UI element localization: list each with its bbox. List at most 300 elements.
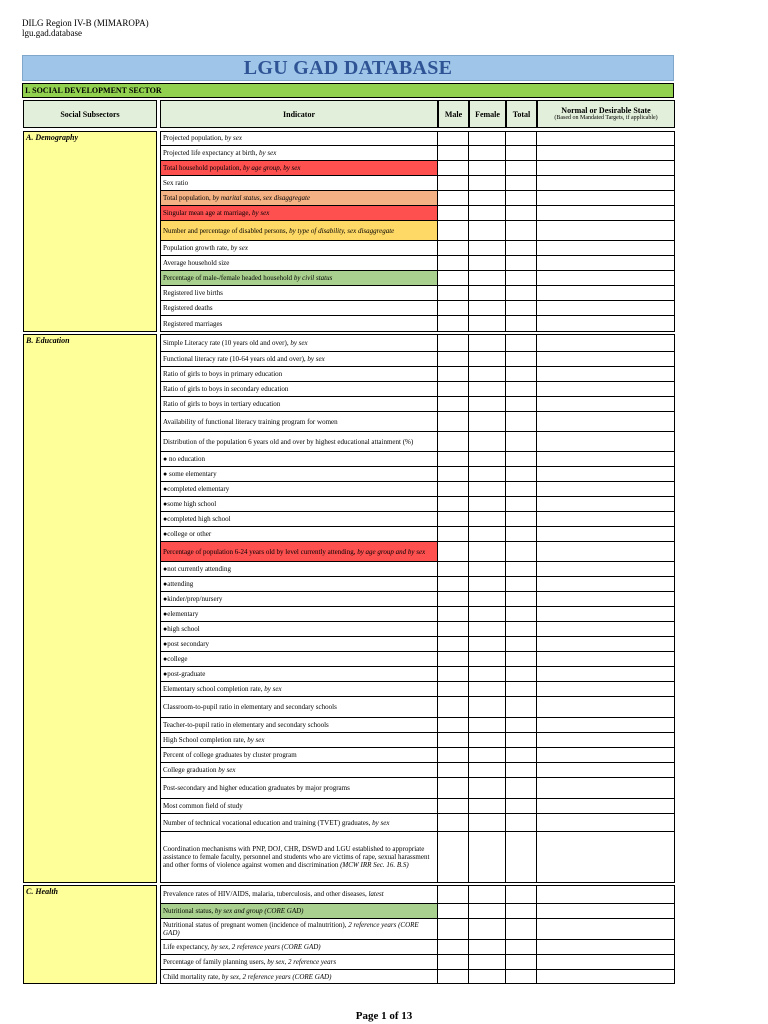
female-cell[interactable] [469, 562, 506, 576]
female-cell[interactable] [469, 718, 506, 732]
indicator-cell [160, 191, 438, 205]
male-cell[interactable] [438, 432, 469, 451]
table-row [160, 241, 675, 256]
normal-state-cell[interactable] [537, 191, 675, 205]
male-cell[interactable] [438, 467, 469, 481]
total-cell[interactable] [506, 577, 537, 591]
total-cell[interactable] [506, 146, 537, 160]
female-cell[interactable] [469, 256, 506, 270]
indicator-cell [160, 221, 438, 240]
normal-state-cell[interactable] [537, 718, 675, 732]
indicator-text: ●elementary [163, 610, 199, 618]
female-cell[interactable] [469, 763, 506, 777]
male-cell[interactable] [438, 607, 469, 621]
indicator-qualifier: (MCW IRR Sec. 16. B.S) [340, 861, 409, 869]
table-row [160, 778, 675, 799]
normal-state-cell[interactable] [537, 512, 675, 526]
male-cell[interactable] [438, 191, 469, 205]
female-cell[interactable] [469, 316, 506, 331]
total-cell[interactable] [506, 955, 537, 969]
normal-state-cell[interactable] [537, 778, 675, 798]
normal-state-cell[interactable] [537, 799, 675, 813]
female-cell[interactable] [469, 904, 506, 918]
col-header-normal-sublabel: (Based on Mandated Targets, if applicable) [554, 115, 658, 121]
indicator-cell [160, 432, 438, 451]
total-cell[interactable] [506, 334, 537, 351]
normal-state-cell[interactable] [537, 206, 675, 220]
table-row [160, 367, 675, 382]
total-cell[interactable] [506, 778, 537, 798]
total-cell[interactable] [506, 814, 537, 831]
male-cell[interactable] [438, 497, 469, 511]
indicator-cell [160, 527, 438, 541]
female-cell[interactable] [469, 577, 506, 591]
total-cell[interactable] [506, 482, 537, 496]
indicator-text: ●kinder/prep/nursery [163, 595, 223, 603]
col-header-male: Male [438, 100, 469, 128]
female-cell[interactable] [469, 512, 506, 526]
table-row [160, 412, 675, 432]
female-cell[interactable] [469, 432, 506, 451]
male-cell[interactable] [438, 955, 469, 969]
table-row [160, 697, 675, 718]
indicator-cell [160, 733, 438, 747]
total-cell[interactable] [506, 697, 537, 717]
male-cell[interactable] [438, 131, 469, 145]
table-row [160, 482, 675, 497]
female-cell[interactable] [469, 940, 506, 954]
table-row [160, 316, 675, 332]
normal-state-cell[interactable] [537, 527, 675, 541]
indicator-cell [160, 885, 438, 903]
indicator-qualifier: latest [368, 890, 384, 898]
total-cell[interactable] [506, 221, 537, 240]
total-cell[interactable] [506, 542, 537, 561]
male-cell[interactable] [438, 682, 469, 696]
total-cell[interactable] [506, 382, 537, 396]
total-cell[interactable] [506, 763, 537, 777]
total-cell[interactable] [506, 592, 537, 606]
male-cell[interactable] [438, 482, 469, 496]
normal-state-cell[interactable] [537, 286, 675, 300]
male-cell[interactable] [438, 919, 469, 939]
table-row [160, 512, 675, 527]
total-cell[interactable] [506, 562, 537, 576]
female-cell[interactable] [469, 667, 506, 681]
indicator-text: ●high school [163, 625, 200, 633]
total-cell[interactable] [506, 718, 537, 732]
indicator-text: Registered live births [163, 289, 223, 297]
male-cell[interactable] [438, 271, 469, 285]
table-row [160, 334, 675, 352]
male-cell[interactable] [438, 286, 469, 300]
female-cell[interactable] [469, 352, 506, 366]
table-row [160, 452, 675, 467]
male-cell[interactable] [438, 241, 469, 255]
indicator-cell [160, 161, 438, 175]
col-header-total: Total [506, 100, 537, 128]
indicator-cell [160, 452, 438, 466]
total-cell[interactable] [506, 452, 537, 466]
table-row [160, 146, 675, 161]
female-cell[interactable] [469, 832, 506, 882]
subsector-group [23, 885, 157, 984]
table-row [160, 542, 675, 562]
table-row [160, 763, 675, 778]
total-cell[interactable] [506, 682, 537, 696]
indicator-qualifier: by sex [218, 766, 236, 774]
female-cell[interactable] [469, 622, 506, 636]
normal-state-cell[interactable] [537, 482, 675, 496]
female-cell[interactable] [469, 191, 506, 205]
male-cell[interactable] [438, 562, 469, 576]
normal-state-cell[interactable] [537, 955, 675, 969]
male-cell[interactable] [438, 592, 469, 606]
total-cell[interactable] [506, 919, 537, 939]
female-cell[interactable] [469, 527, 506, 541]
male-cell[interactable] [438, 452, 469, 466]
female-cell[interactable] [469, 542, 506, 561]
male-cell[interactable] [438, 512, 469, 526]
indicator-text: Nutritional status of pregnant women (incidence of malnutrition), [163, 921, 349, 929]
female-cell[interactable] [469, 652, 506, 666]
normal-state-cell[interactable] [537, 733, 675, 747]
male-cell[interactable] [438, 778, 469, 798]
total-cell[interactable] [506, 271, 537, 285]
normal-state-cell[interactable] [537, 622, 675, 636]
male-cell[interactable] [438, 206, 469, 220]
male-cell[interactable] [438, 832, 469, 882]
normal-state-cell[interactable] [537, 256, 675, 270]
normal-state-cell[interactable] [537, 452, 675, 466]
normal-state-cell[interactable] [537, 382, 675, 396]
female-cell[interactable] [469, 733, 506, 747]
female-cell[interactable] [469, 131, 506, 145]
table-row [160, 904, 675, 919]
male-cell[interactable] [438, 542, 469, 561]
total-cell[interactable] [506, 799, 537, 813]
male-cell[interactable] [438, 940, 469, 954]
total-cell[interactable] [506, 397, 537, 411]
indicator-text: ●not currently attending [163, 565, 231, 573]
female-cell[interactable] [469, 778, 506, 798]
male-cell[interactable] [438, 412, 469, 431]
male-cell[interactable] [438, 622, 469, 636]
normal-state-cell[interactable] [537, 652, 675, 666]
normal-state-cell[interactable] [537, 397, 675, 411]
total-cell[interactable] [506, 748, 537, 762]
indicator-text: ●post-graduate [163, 670, 206, 678]
male-cell[interactable] [438, 161, 469, 175]
normal-state-cell[interactable] [537, 161, 675, 175]
indicator-cell [160, 512, 438, 526]
female-cell[interactable] [469, 682, 506, 696]
male-cell[interactable] [438, 367, 469, 381]
total-cell[interactable] [506, 301, 537, 315]
male-cell[interactable] [438, 697, 469, 717]
female-cell[interactable] [469, 799, 506, 813]
female-cell[interactable] [469, 382, 506, 396]
total-cell[interactable] [506, 904, 537, 918]
table-row [160, 652, 675, 667]
female-cell[interactable] [469, 697, 506, 717]
female-cell[interactable] [469, 748, 506, 762]
female-cell[interactable] [469, 146, 506, 160]
normal-state-cell[interactable] [537, 352, 675, 366]
male-cell[interactable] [438, 637, 469, 651]
indicator-text: Average household size [163, 259, 230, 267]
total-cell[interactable] [506, 206, 537, 220]
indicator-text: ●completed high school [163, 515, 231, 523]
normal-state-cell[interactable] [537, 131, 675, 145]
female-cell[interactable] [469, 334, 506, 351]
male-cell[interactable] [438, 176, 469, 190]
male-cell[interactable] [438, 885, 469, 903]
indicator-cell [160, 778, 438, 798]
normal-state-cell[interactable] [537, 682, 675, 696]
indicator-text: Prevalence rates of HIV/AIDS, malaria, tuberculosis, and other diseases, [163, 890, 369, 898]
male-cell[interactable] [438, 718, 469, 732]
total-cell[interactable] [506, 885, 537, 903]
normal-state-cell[interactable] [537, 885, 675, 903]
indicator-cell [160, 637, 438, 651]
normal-state-cell[interactable] [537, 334, 675, 351]
female-cell[interactable] [469, 367, 506, 381]
normal-state-cell[interactable] [537, 919, 675, 939]
normal-state-cell[interactable] [537, 562, 675, 576]
normal-state-cell[interactable] [537, 467, 675, 481]
total-cell[interactable] [506, 241, 537, 255]
total-cell[interactable] [506, 652, 537, 666]
total-cell[interactable] [506, 467, 537, 481]
table-row [160, 286, 675, 301]
normal-state-cell[interactable] [537, 607, 675, 621]
male-cell[interactable] [438, 256, 469, 270]
female-cell[interactable] [469, 412, 506, 431]
total-cell[interactable] [506, 131, 537, 145]
normal-state-cell[interactable] [537, 592, 675, 606]
table-row [160, 919, 675, 940]
male-cell[interactable] [438, 334, 469, 351]
male-cell[interactable] [438, 970, 469, 983]
male-cell[interactable] [438, 577, 469, 591]
normal-state-cell[interactable] [537, 697, 675, 717]
indicator-cell [160, 919, 438, 939]
normal-state-cell[interactable] [537, 940, 675, 954]
indicator-cell [160, 799, 438, 813]
indicator-cell [160, 131, 438, 145]
indicator-text: Ratio of girls to boys in secondary education [163, 385, 289, 393]
female-cell[interactable] [469, 397, 506, 411]
indicator-text: Functional literacy rate (10-64 years old and over), [163, 355, 308, 363]
indicator-text: Registered deaths [163, 304, 213, 312]
female-cell[interactable] [469, 592, 506, 606]
indicator-cell [160, 286, 438, 300]
total-cell[interactable] [506, 256, 537, 270]
total-cell[interactable] [506, 527, 537, 541]
normal-state-cell[interactable] [537, 301, 675, 315]
indicator-cell [160, 652, 438, 666]
female-cell[interactable] [469, 814, 506, 831]
male-cell[interactable] [438, 763, 469, 777]
indicator-cell [160, 382, 438, 396]
indicator-cell [160, 607, 438, 621]
indicator-cell [160, 316, 438, 331]
female-cell[interactable] [469, 206, 506, 220]
normal-state-cell[interactable] [537, 497, 675, 511]
male-cell[interactable] [438, 316, 469, 331]
male-cell[interactable] [438, 733, 469, 747]
total-cell[interactable] [506, 497, 537, 511]
female-cell[interactable] [469, 885, 506, 903]
female-cell[interactable] [469, 919, 506, 939]
indicator-cell [160, 814, 438, 831]
female-cell[interactable] [469, 970, 506, 983]
indicator-text: Nutritional status, [163, 907, 215, 915]
total-cell[interactable] [506, 622, 537, 636]
female-cell[interactable] [469, 176, 506, 190]
female-cell[interactable] [469, 221, 506, 240]
table-row [160, 970, 675, 984]
indicator-cell [160, 241, 438, 255]
indicator-cell [160, 562, 438, 576]
table-row [160, 940, 675, 955]
indicator-qualifier: by sex [230, 244, 248, 252]
male-cell[interactable] [438, 799, 469, 813]
header-line-1: DILG Region IV-B (MIMAROPA) [22, 18, 149, 28]
total-cell[interactable] [506, 940, 537, 954]
normal-state-cell[interactable] [537, 412, 675, 431]
table-row [160, 637, 675, 652]
normal-state-cell[interactable] [537, 577, 675, 591]
indicator-cell [160, 970, 438, 983]
table-row [160, 718, 675, 733]
female-cell[interactable] [469, 467, 506, 481]
female-cell[interactable] [469, 452, 506, 466]
normal-state-cell[interactable] [537, 667, 675, 681]
indicator-cell [160, 542, 438, 561]
normal-state-cell[interactable] [537, 814, 675, 831]
female-cell[interactable] [469, 271, 506, 285]
col-header-indicator: Indicator [160, 100, 438, 128]
female-cell[interactable] [469, 607, 506, 621]
subsector-label: C. Health [26, 887, 59, 896]
normal-state-cell[interactable] [537, 241, 675, 255]
male-cell[interactable] [438, 748, 469, 762]
table-row [160, 176, 675, 191]
total-cell[interactable] [506, 733, 537, 747]
indicator-cell [160, 256, 438, 270]
total-cell[interactable] [506, 316, 537, 331]
subsector-label: A. Demography [26, 133, 78, 142]
indicator-text: Distribution of the population 6 years old and over by highest educational attainment (%) [163, 437, 414, 446]
normal-state-cell[interactable] [537, 763, 675, 777]
normal-state-cell[interactable] [537, 904, 675, 918]
male-cell[interactable] [438, 652, 469, 666]
normal-state-cell[interactable] [537, 832, 675, 882]
male-cell[interactable] [438, 382, 469, 396]
indicator-cell [160, 467, 438, 481]
table-row [160, 832, 675, 883]
table-row [160, 432, 675, 452]
normal-state-cell[interactable] [537, 542, 675, 561]
normal-state-cell[interactable] [537, 221, 675, 240]
indicator-qualifier: by marital status, sex disaggregate [212, 194, 311, 202]
normal-state-cell[interactable] [537, 176, 675, 190]
total-cell[interactable] [506, 432, 537, 451]
total-cell[interactable] [506, 161, 537, 175]
normal-state-cell[interactable] [537, 271, 675, 285]
male-cell[interactable] [438, 221, 469, 240]
total-cell[interactable] [506, 367, 537, 381]
male-cell[interactable] [438, 814, 469, 831]
table-row [160, 256, 675, 271]
total-cell[interactable] [506, 286, 537, 300]
female-cell[interactable] [469, 241, 506, 255]
page-title: LGU GAD DATABASE [22, 55, 674, 81]
total-cell[interactable] [506, 512, 537, 526]
indicator-cell [160, 176, 438, 190]
total-cell[interactable] [506, 412, 537, 431]
female-cell[interactable] [469, 482, 506, 496]
table-row [160, 562, 675, 577]
indicator-qualifier: by sex [252, 209, 270, 217]
normal-state-cell[interactable] [537, 748, 675, 762]
male-cell[interactable] [438, 146, 469, 160]
table-row [160, 206, 675, 221]
total-cell[interactable] [506, 832, 537, 882]
table-row [160, 352, 675, 367]
female-cell[interactable] [469, 955, 506, 969]
indicator-text: Projected population, [163, 134, 225, 142]
female-cell[interactable] [469, 497, 506, 511]
male-cell[interactable] [438, 527, 469, 541]
normal-state-cell[interactable] [537, 637, 675, 651]
normal-state-cell[interactable] [537, 970, 675, 983]
normal-state-cell[interactable] [537, 146, 675, 160]
indicator-cell [160, 718, 438, 732]
male-cell[interactable] [438, 397, 469, 411]
total-cell[interactable] [506, 191, 537, 205]
male-cell[interactable] [438, 301, 469, 315]
section-heading: I. SOCIAL DEVELOPMENT SECTOR [22, 83, 674, 98]
total-cell[interactable] [506, 352, 537, 366]
total-cell[interactable] [506, 667, 537, 681]
female-cell[interactable] [469, 637, 506, 651]
total-cell[interactable] [506, 176, 537, 190]
female-cell[interactable] [469, 161, 506, 175]
total-cell[interactable] [506, 607, 537, 621]
indicator-cell [160, 667, 438, 681]
table-row [160, 131, 675, 146]
normal-state-cell[interactable] [537, 367, 675, 381]
indicator-cell [160, 271, 438, 285]
normal-state-cell[interactable] [537, 432, 675, 451]
indicator-qualifier: by sex [259, 149, 277, 157]
indicator-qualifier: by sex and group (CORE GAD) [214, 907, 304, 915]
normal-state-cell[interactable] [537, 316, 675, 331]
indicator-text: ●post secondary [163, 640, 210, 648]
indicator-qualifier: by age group and by sex [357, 547, 426, 556]
male-cell[interactable] [438, 352, 469, 366]
total-cell[interactable] [506, 637, 537, 651]
female-cell[interactable] [469, 301, 506, 315]
subsector-group [23, 131, 157, 332]
female-cell[interactable] [469, 286, 506, 300]
total-cell[interactable] [506, 970, 537, 983]
male-cell[interactable] [438, 667, 469, 681]
male-cell[interactable] [438, 904, 469, 918]
